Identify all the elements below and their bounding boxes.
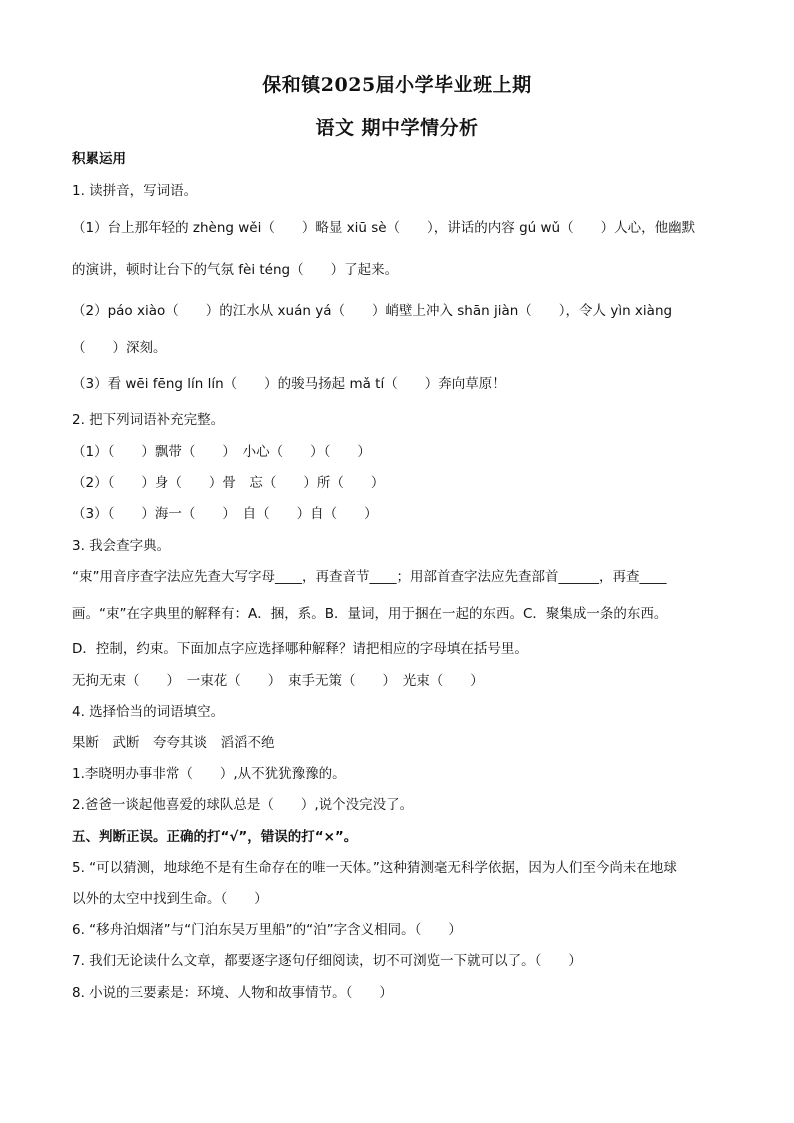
question-3-prompt: 3. 我会查字典。	[72, 538, 171, 554]
question-1-item-3: （3）看 wēi fēng lín lín（ ）的骏马扬起 mǎ tí（ ）奔向草原！	[72, 376, 506, 392]
question-1-item-1-cont: 的演讲，顿时让台下的气氛 fèi téng（ ）了起来。	[72, 262, 399, 278]
section-five-heading: 五、判断正误。正确的打“√”，错误的打“×”。	[72, 829, 358, 845]
question-2-item-2: （2）（ ）身（ ）骨 忘（ ）所（ ）	[72, 475, 385, 491]
question-4-item-2: 2.爸爸一谈起他喜爱的球队总是（ ）,说个没完没了。	[72, 797, 414, 813]
question-3-answers: 无拘无束（ ） 一束花（ ） 束手无策（ ） 光束（ ）	[72, 673, 484, 689]
question-5-text-cont: 以外的太空中找到生命。（ ）	[72, 891, 268, 907]
section-heading: 积累运用	[72, 151, 126, 167]
question-4-item-1: 1.李晓明办事非常（ ）,从不犹犹豫豫的。	[72, 766, 346, 782]
question-1-item-1: （1）台上那年轻的 zhèng wěi（ ）略显 xiū sè（ ），讲话的内容 gú wǔ（ ）人心，他幽默	[72, 220, 696, 236]
question-1-prompt: 1. 读拼音，写词语。	[72, 183, 198, 199]
question-4-word-bank: 果断 武断 夸夸其谈 滔滔不绝	[72, 735, 275, 751]
question-2-item-1: （1）（ ）飘带（ ） 小心（ ）（ ）	[72, 444, 371, 460]
question-2-item-3: （3）（ ）海一（ ） 自（ ）自（ ）	[72, 506, 378, 522]
page-title: 保和镇2025届小学毕业班上期	[262, 74, 532, 96]
question-1-item-2-cont: （ ）深刻。	[72, 340, 167, 356]
question-6-text: 6. “移舟泊烟渚”与“门泊东吴万里船”的“泊”字含义相同。（ ）	[72, 922, 462, 938]
question-3-text-1: “束”用音序查字法应先查大写字母____，再查音节____；用部首查字法应先查部首______，再查____	[72, 569, 667, 585]
question-5-text: 5. “可以猜测，地球绝不是有生命存在的唯一天体。”这种猜测毫无科学依据，因为人们至今尚未在地球	[72, 860, 677, 876]
question-1-item-2: （2）páo xiào（ ）的江水从 xuán yá（ ）峭壁上冲入 shān jiàn（ ），令人 yìn xiàng	[72, 303, 673, 319]
question-3-text-2: 画。“束”在字典里的解释有：A．捆，系。B．量词，用于捆在一起的东西。C．聚集成一条的东西。	[72, 606, 668, 622]
question-3-text-3: D．控制，约束。下面加点字应选择哪种解释？请把相应的字母填在括号里。	[72, 641, 528, 657]
question-2-prompt: 2. 把下列词语补充完整。	[72, 412, 225, 428]
question-8-text: 8. 小说的三要素是：环境、人物和故事情节。（ ）	[72, 985, 393, 1001]
page-subtitle: 语文 期中学情分析	[315, 117, 479, 139]
question-4-prompt: 4. 选择恰当的词语填空。	[72, 704, 225, 720]
question-7-text: 7. 我们无论读什么文章，都要逐字逐句仔细阅读，切不可浏览一下就可以了。（ ）	[72, 953, 582, 969]
